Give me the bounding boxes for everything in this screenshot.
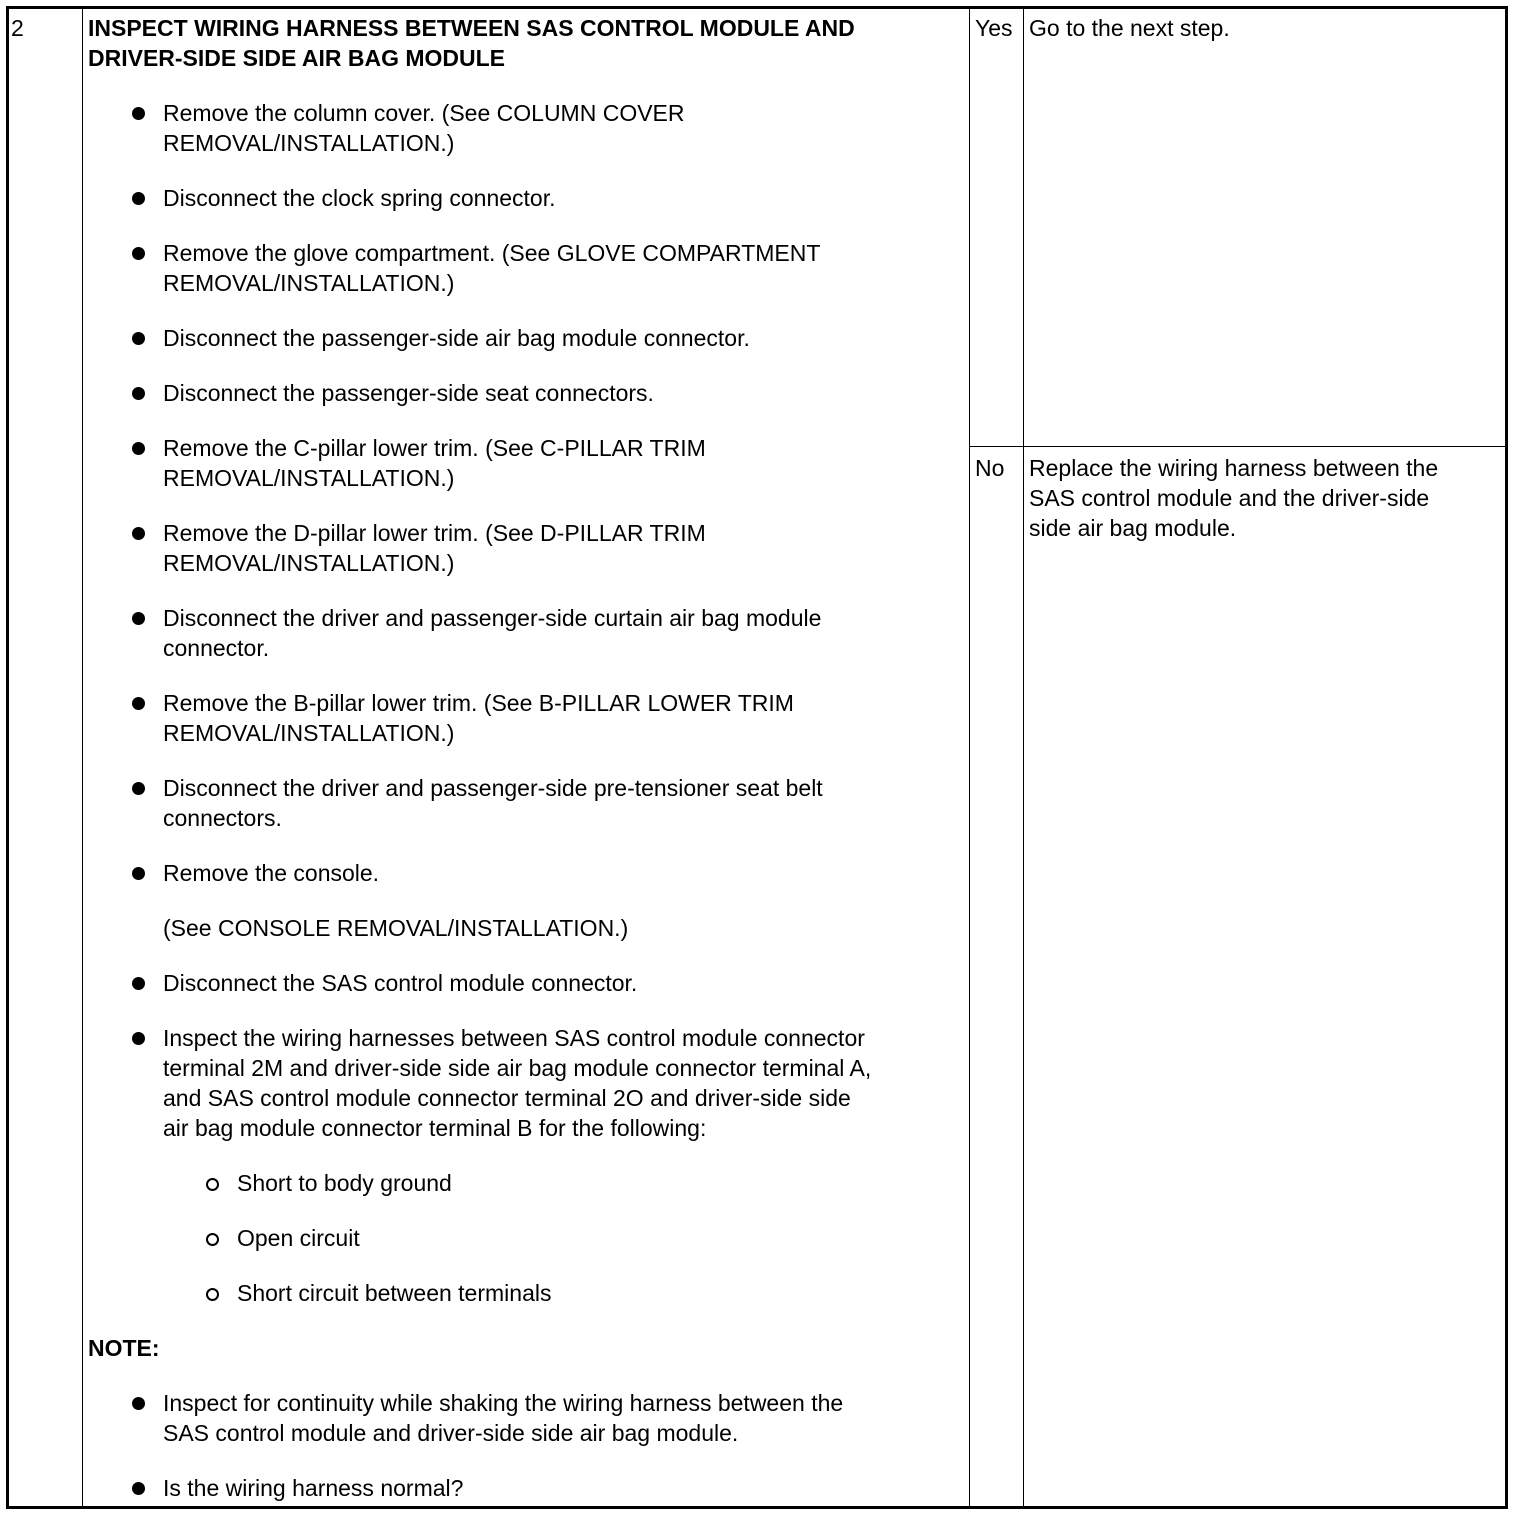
procedure-item-line: Inspect the wiring harnesses between SAS control module connector (163, 1025, 865, 1051)
hollow-bullet-icon (206, 1178, 219, 1191)
note-item-line: Is the wiring harness normal? (163, 1475, 464, 1501)
procedure-item-line: REMOVAL/INSTALLATION.) (163, 550, 455, 576)
procedure-item-line: REMOVAL/INSTALLATION.) (163, 270, 455, 296)
diagnostic-step-table (6, 6, 1508, 1509)
procedure-item-line: REMOVAL/INSTALLATION.) (163, 130, 455, 156)
procedure-item-line: REMOVAL/INSTALLATION.) (163, 720, 455, 746)
bullet-icon (132, 782, 145, 795)
bullet-icon (132, 1397, 145, 1410)
bullet-icon (132, 107, 145, 120)
bullet-icon (132, 527, 145, 540)
column-divider-answer (1023, 9, 1024, 1506)
bullet-icon (132, 442, 145, 455)
bullet-icon (132, 697, 145, 710)
yes-label: Yes (975, 15, 1013, 41)
note-item-line: Inspect for continuity while shaking the wiring harness between the (163, 1390, 844, 1416)
procedure-item-line: air bag module connector terminal B for the following: (163, 1115, 707, 1141)
procedure-item-line: Disconnect the driver and passenger-side curtain air bag module (163, 605, 822, 631)
no-action-line: Replace the wiring harness between the (1029, 455, 1439, 481)
note-item-line: SAS control module and driver-side side air bag module. (163, 1420, 739, 1446)
column-divider-procedure (969, 9, 970, 1506)
procedure-item-line: and SAS control module connector terminal 2O and driver-side side (163, 1085, 851, 1111)
procedure-item-line: Remove the B-pillar lower trim. (See B-PILLAR LOWER TRIM (163, 690, 794, 716)
bullet-icon (132, 1032, 145, 1045)
yes-no-row-divider (969, 446, 1505, 447)
inspection-condition: Open circuit (237, 1225, 360, 1251)
procedure-item-line: Remove the D-pillar lower trim. (See D-PILLAR TRIM (163, 520, 706, 546)
procedure-item-line: Remove the console. (163, 860, 380, 886)
column-divider-number (82, 9, 83, 1506)
procedure-item-line: REMOVAL/INSTALLATION.) (163, 465, 455, 491)
bullet-icon (132, 192, 145, 205)
bullet-icon (132, 247, 145, 260)
procedure-item-line: connectors. (163, 805, 282, 831)
inspection-condition: Short circuit between terminals (237, 1280, 552, 1306)
no-label: No (975, 455, 1005, 481)
no-action-line: side air bag module. (1029, 515, 1237, 541)
note-label: NOTE: (88, 1335, 160, 1361)
procedure-item-line: Remove the column cover. (See COLUMN COVER (163, 100, 685, 126)
bullet-icon (132, 332, 145, 345)
procedure-item-line: terminal 2M and driver-side side air bag module connector terminal A, (163, 1055, 872, 1081)
console-reference: (See CONSOLE REMOVAL/INSTALLATION.) (163, 915, 629, 941)
hollow-bullet-icon (206, 1288, 219, 1301)
procedure-item-line: Disconnect the passenger-side air bag module connector. (163, 325, 750, 351)
procedure-item-line: Remove the glove compartment. (See GLOVE COMPARTMENT (163, 240, 821, 266)
bullet-icon (132, 387, 145, 400)
bullet-icon (132, 1482, 145, 1495)
step-title-line-1: INSPECT WIRING HARNESS BETWEEN SAS CONTROL MODULE AND (88, 15, 855, 41)
yes-action: Go to the next step. (1029, 15, 1230, 41)
step-number: 2 (11, 15, 24, 41)
hollow-bullet-icon (206, 1233, 219, 1246)
procedure-item-line: Disconnect the passenger-side seat connectors. (163, 380, 654, 406)
bullet-icon (132, 612, 145, 625)
no-action-line: SAS control module and the driver-side (1029, 485, 1430, 511)
procedure-item-line: Disconnect the SAS control module connector. (163, 970, 638, 996)
step-title-line-2: DRIVER-SIDE SIDE AIR BAG MODULE (88, 45, 506, 71)
inspection-condition: Short to body ground (237, 1170, 452, 1196)
procedure-item-line: connector. (163, 635, 270, 661)
procedure-item-line: Disconnect the driver and passenger-side pre-tensioner seat belt (163, 775, 823, 801)
bullet-icon (132, 867, 145, 880)
procedure-item-line: Remove the C-pillar lower trim. (See C-PILLAR TRIM (163, 435, 706, 461)
procedure-item-line: Disconnect the clock spring connector. (163, 185, 556, 211)
bullet-icon (132, 977, 145, 990)
